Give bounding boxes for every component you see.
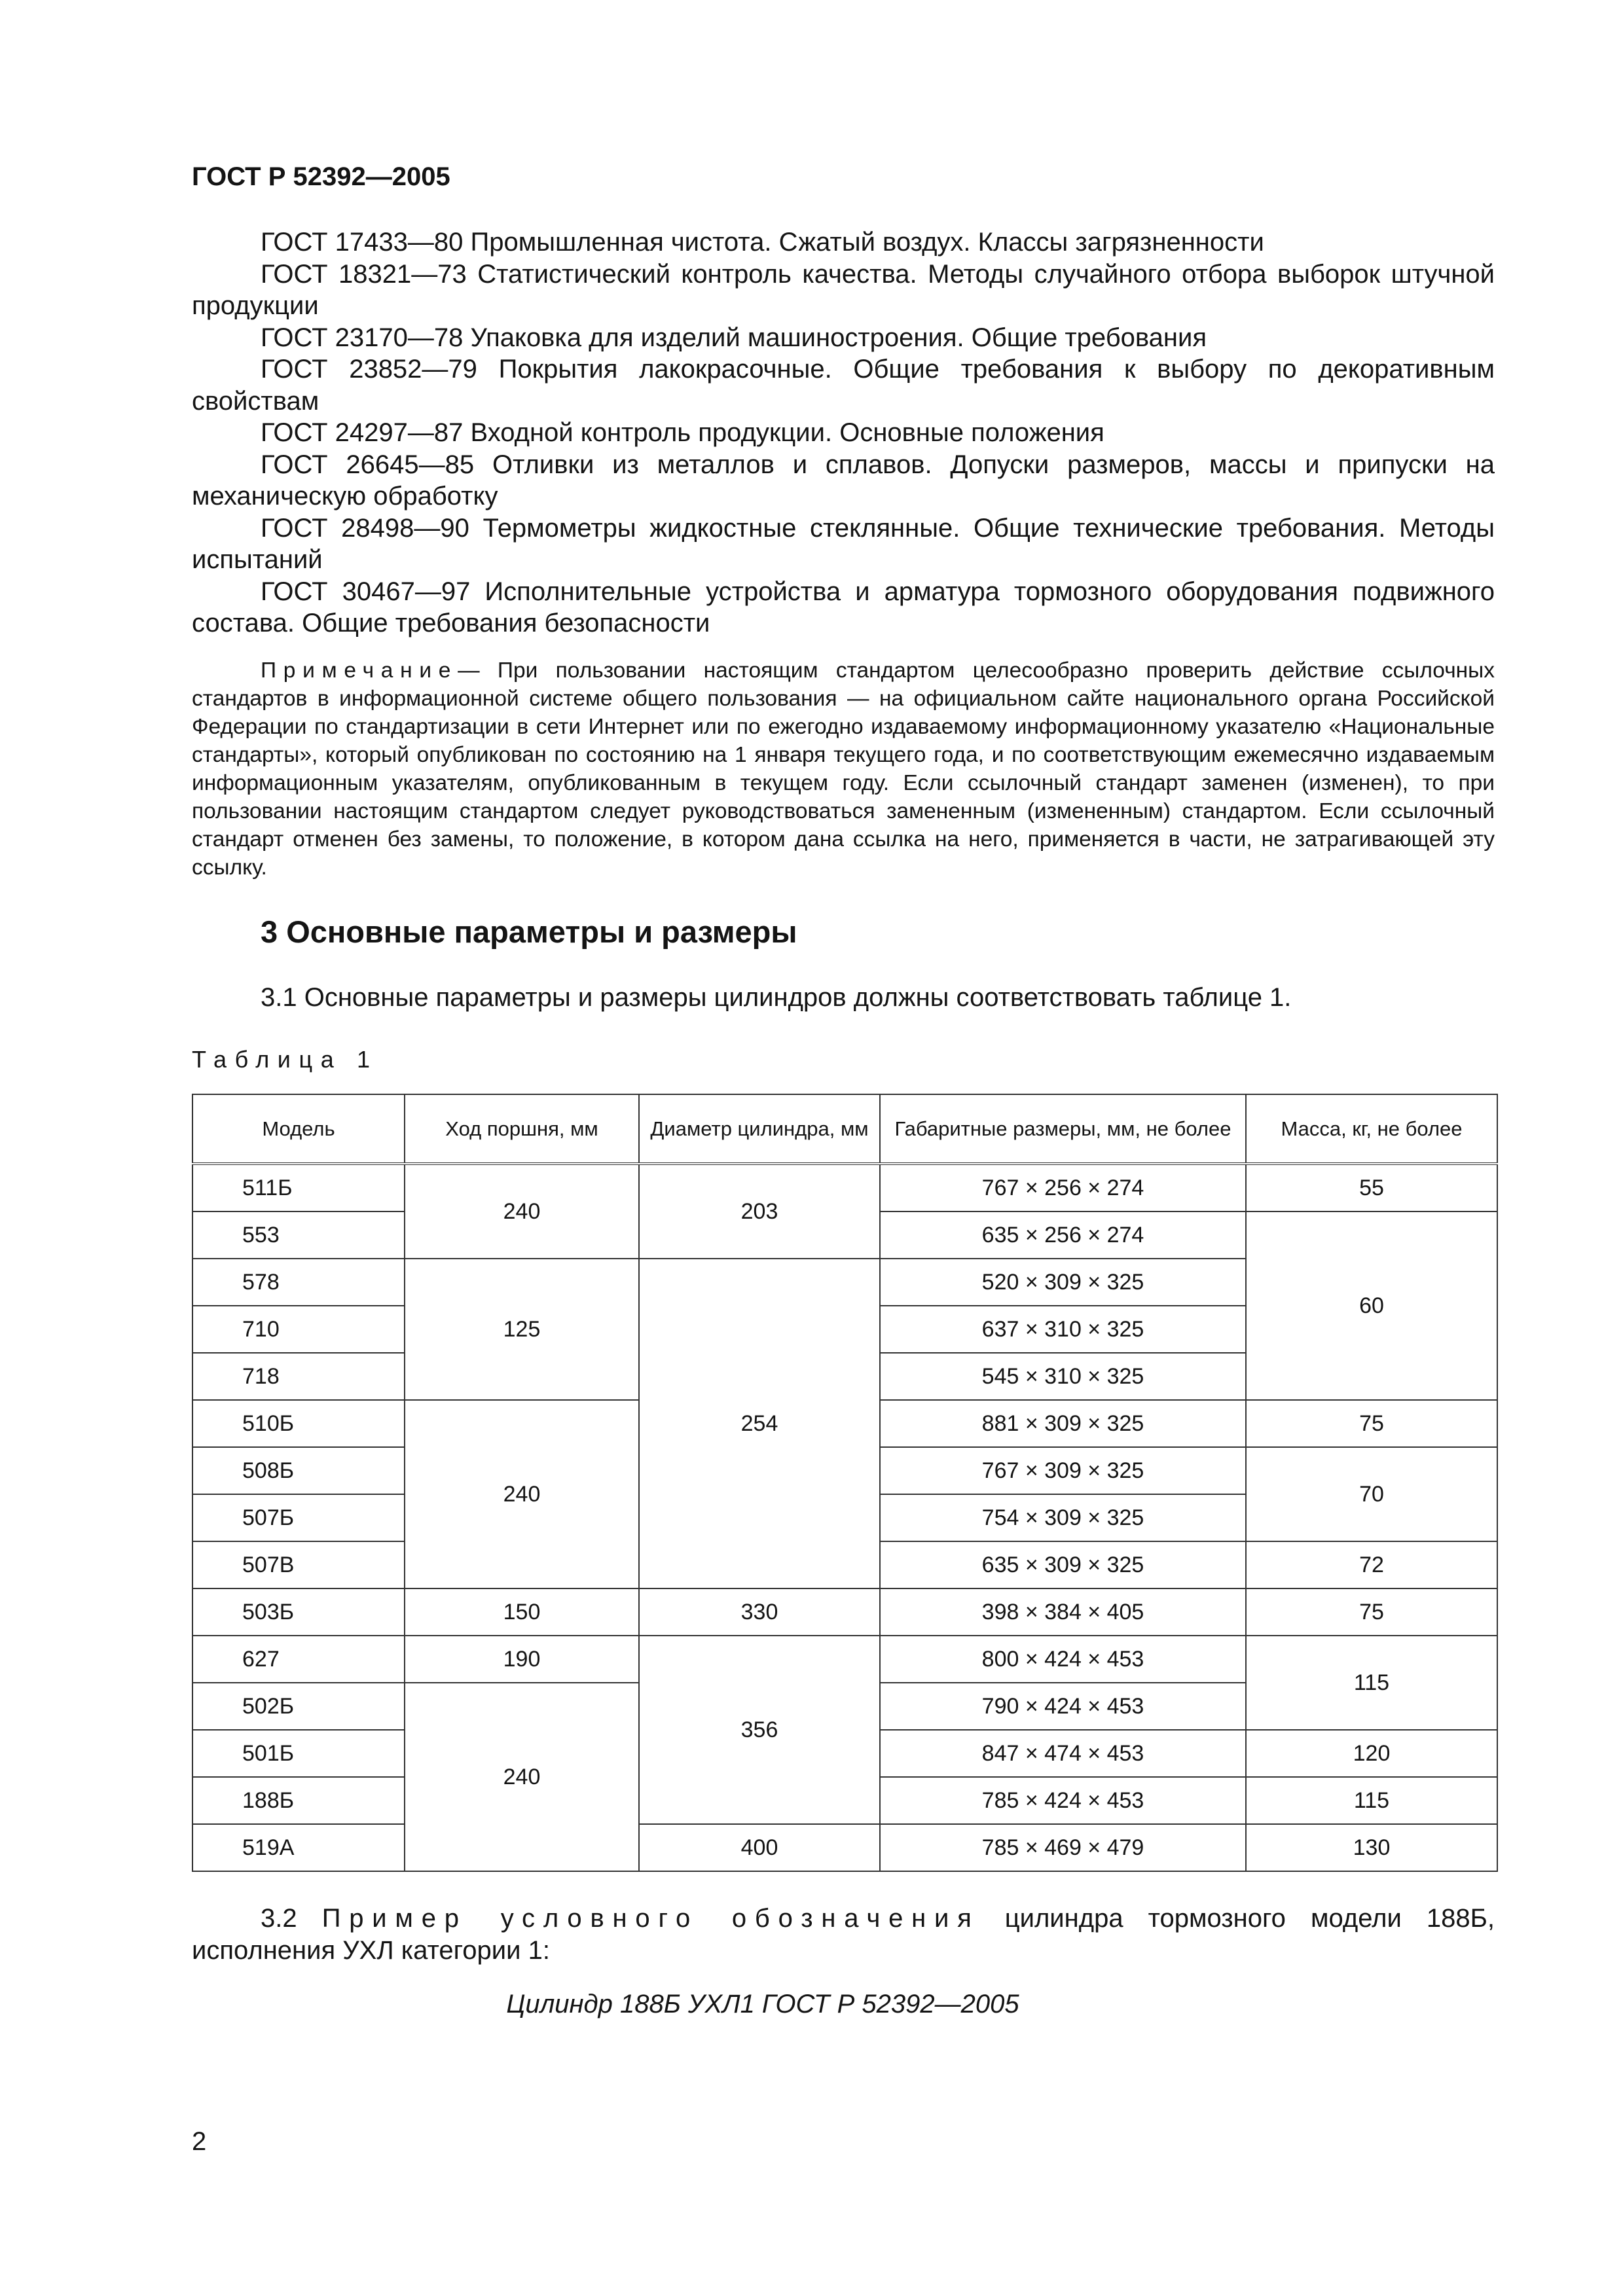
header-diameter: Диаметр цилиндра, мм [639, 1094, 880, 1164]
table-caption: Таблица 1 [192, 1046, 378, 1073]
mass-cell: 75 [1246, 1588, 1497, 1636]
dimensions-cell: 520 × 309 × 325 [880, 1259, 1246, 1306]
parameters-table-wrapper [192, 1094, 1498, 1872]
designation-example: Цилиндр 188Б УХЛ1 ГОСТ Р 52392—2005 [506, 1990, 1019, 2018]
diameter-cell: 356 [639, 1636, 880, 1824]
diameter-cell: 330 [639, 1588, 880, 1636]
mass-cell: 70 [1246, 1447, 1497, 1541]
model-cell: 188Б [192, 1777, 405, 1824]
dimensions-cell: 545 × 310 × 325 [880, 1353, 1246, 1400]
mass-cell: 60 [1246, 1211, 1497, 1400]
mass-cell: 115 [1246, 1636, 1497, 1730]
reference-item: ГОСТ 28498—90 Термометры жидкостные стеклянные. Общие технические требования. Методы испытаний [192, 513, 1495, 574]
model-cell: 507Б [192, 1494, 405, 1541]
table-header-row [192, 1094, 1497, 1164]
diameter-cell: 254 [639, 1259, 880, 1588]
note-paragraph [192, 656, 1495, 882]
model-cell: 553 [192, 1211, 405, 1259]
dimensions-cell: 881 × 309 × 325 [880, 1400, 1246, 1447]
mass-cell: 120 [1246, 1730, 1497, 1777]
stroke-cell: 125 [405, 1259, 639, 1400]
page-number: 2 [192, 2127, 207, 2156]
diameter-cell: 400 [639, 1824, 880, 1871]
header-mass: Масса, кг, не более [1246, 1094, 1497, 1164]
paragraph-number: 3.2 [261, 1904, 297, 1933]
spaced-phrase: Пример условного обозначения [321, 1904, 980, 1933]
dimensions-cell: 635 × 309 × 325 [880, 1541, 1246, 1588]
mass-cell: 72 [1246, 1541, 1497, 1588]
stroke-cell: 240 [405, 1400, 639, 1588]
model-cell: 578 [192, 1259, 405, 1306]
paragraph-3-1: 3.1 Основные параметры и размеры цилиндров должны соответствовать таблице 1. [261, 983, 1292, 1012]
model-cell: 502Б [192, 1683, 405, 1730]
reference-item: ГОСТ 23852—79 Покрытия лакокрасочные. Общие требования к выбору по декоративным свойствам [192, 355, 1495, 416]
table-row [192, 1164, 1497, 1211]
table-row [192, 1588, 1497, 1636]
section-title: 3 Основные параметры и размеры [261, 914, 797, 949]
dimensions-cell: 637 × 310 × 325 [880, 1306, 1246, 1353]
dimensions-cell: 767 × 309 × 325 [880, 1447, 1246, 1494]
mass-cell: 115 [1246, 1777, 1497, 1824]
dimensions-cell: 785 × 424 × 453 [880, 1777, 1246, 1824]
model-cell: 710 [192, 1306, 405, 1353]
dimensions-cell: 847 × 474 × 453 [880, 1730, 1246, 1777]
reference-item: ГОСТ 24297—87 Входной контроль продукции. Основные положения [261, 418, 1104, 447]
model-cell: 519А [192, 1824, 405, 1871]
dimensions-cell: 790 × 424 × 453 [880, 1683, 1246, 1730]
header-stroke: Ход поршня, мм [405, 1094, 639, 1164]
stroke-cell: 150 [405, 1588, 639, 1636]
dimensions-cell: 635 × 256 × 274 [880, 1211, 1246, 1259]
model-cell: 503Б [192, 1588, 405, 1636]
diameter-cell: 203 [639, 1164, 880, 1259]
note-label: Примечание [261, 658, 458, 683]
stroke-cell: 190 [405, 1636, 639, 1683]
table-row [192, 1636, 1497, 1683]
reference-item: ГОСТ 17433—80 Промышленная чистота. Сжатый воздух. Классы загрязненности [261, 228, 1264, 257]
model-cell: 627 [192, 1636, 405, 1683]
reference-item: ГОСТ 26645—85 Отливки из металлов и сплавов. Допуски размеров, массы и припуски на механическую обработку [192, 450, 1495, 511]
dimensions-cell: 785 × 469 × 479 [880, 1824, 1246, 1871]
paragraph-text: цилиндра тормозного модели 188Б, исполнения УХЛ категории 1: [192, 1904, 1495, 1965]
model-cell: 718 [192, 1353, 405, 1400]
model-cell: 510Б [192, 1400, 405, 1447]
standard-header: ГОСТ Р 52392—2005 [192, 162, 450, 191]
dimensions-cell: 800 × 424 × 453 [880, 1636, 1246, 1683]
note-text: — При пользовании настоящим стандартом целесообразно проверить действие ссылочных стандартов в информационной системе общего пользования — на официальном сайте национального органа Российской Федерации по стандартизации в сети Интернет или по ежегодно издаваемому информационному указателю «Национальные стандарты», который опубликован по состоянию на 1 января текущего года, и по соответствующим ежемесячно издаваемым информационным указателям, опубликованным в текущем году. Если ссылочный стандарт заменен (изменен), то при пользовании настоящим стандартом следует руководствоваться замененным (измененным) стандартом. Если ссылочный стандарт отменен без замены, то положение, в котором дана ссылка на него, применяется в части, не затрагивающей эту ссылку. [192, 658, 1495, 880]
model-cell: 507В [192, 1541, 405, 1588]
stroke-cell: 240 [405, 1164, 639, 1259]
model-cell: 511Б [192, 1164, 405, 1211]
mass-cell: 55 [1246, 1164, 1497, 1211]
table-row [192, 1824, 1497, 1871]
header-dimensions: Габаритные размеры, мм, не более [880, 1094, 1246, 1164]
model-cell: 508Б [192, 1447, 405, 1494]
dimensions-cell: 398 × 384 × 405 [880, 1588, 1246, 1636]
parameters-table [192, 1094, 1498, 1872]
dimensions-cell: 754 × 309 × 325 [880, 1494, 1246, 1541]
header-model: Модель [192, 1094, 405, 1164]
reference-item: ГОСТ 18321—73 Статистический контроль качества. Методы случайного отбора выборок штучной продукции [192, 259, 1495, 320]
reference-item: ГОСТ 23170—78 Упаковка для изделий машиностроения. Общие требования [261, 323, 1207, 352]
model-cell: 501Б [192, 1730, 405, 1777]
stroke-cell: 240 [405, 1683, 639, 1871]
mass-cell: 130 [1246, 1824, 1497, 1871]
dimensions-cell: 767 × 256 × 274 [880, 1164, 1246, 1211]
reference-item: ГОСТ 30467—97 Исполнительные устройства и арматура тормозного оборудования подвижного состава. Общие требования безопасности [192, 577, 1495, 637]
paragraph-3-2 [192, 1903, 1495, 1967]
mass-cell: 75 [1246, 1400, 1497, 1447]
references-list [192, 226, 1495, 639]
